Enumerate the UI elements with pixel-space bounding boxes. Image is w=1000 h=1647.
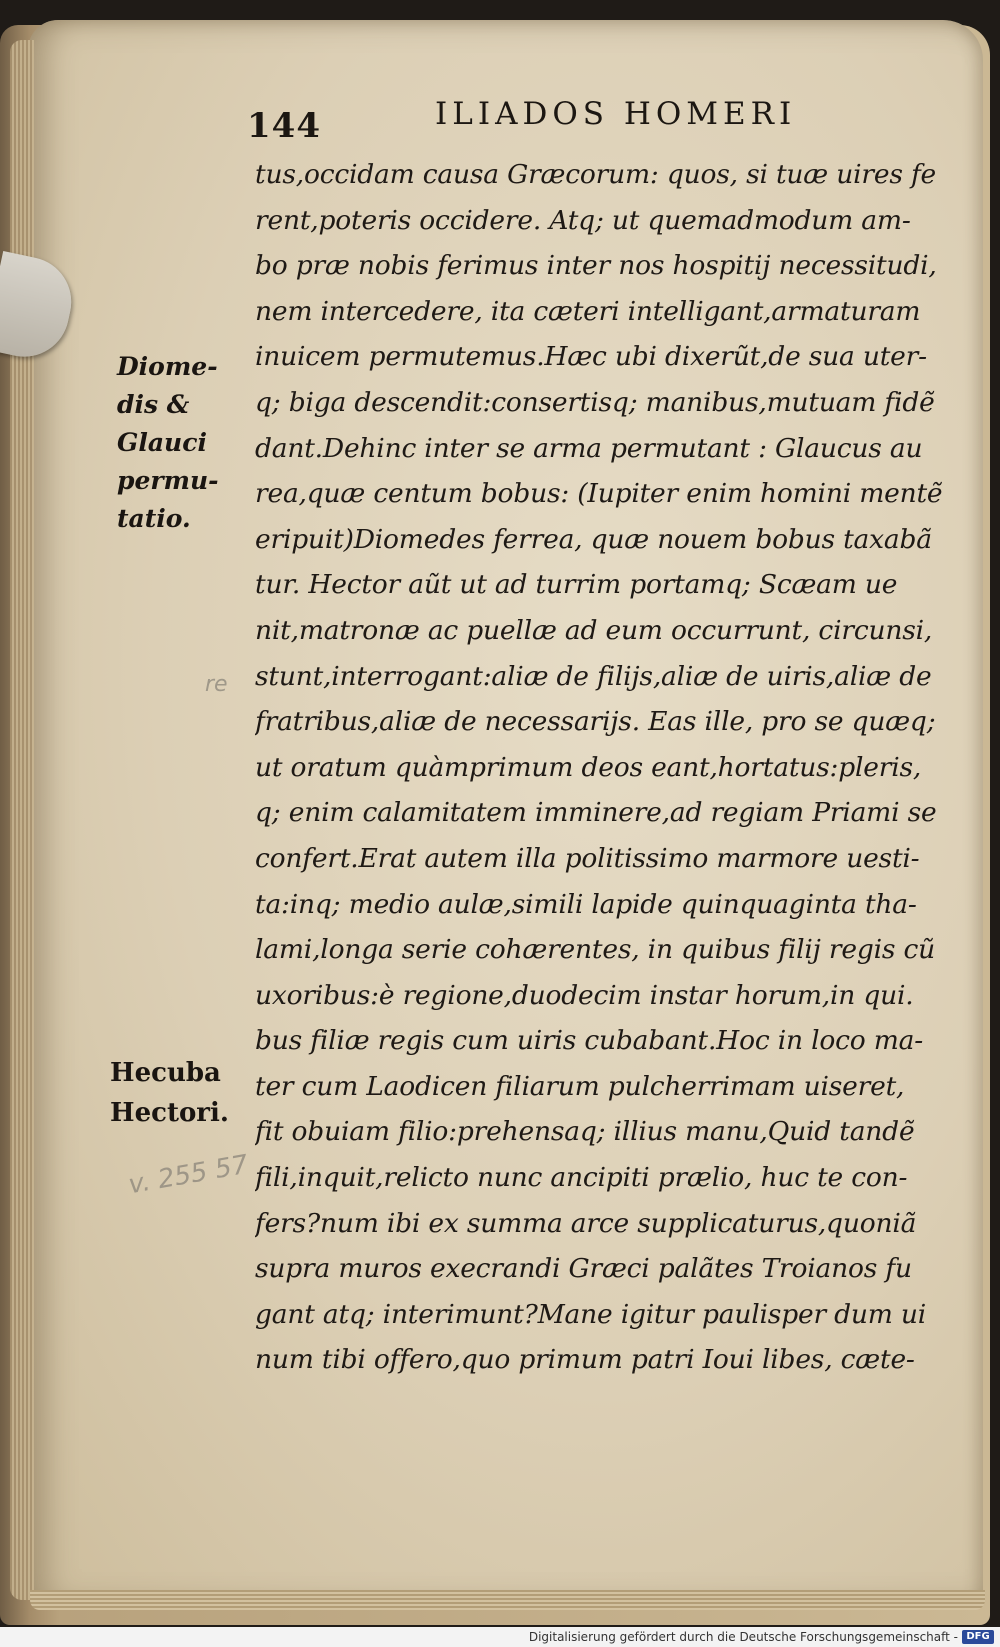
text-line: ta:inq; medio aulæ,simili lapide quinquaginta tha- xyxy=(255,888,917,920)
running-title: ILIADOS HOMERI xyxy=(435,96,797,132)
text-line: lami,longa serie cohærentes, in quibus filij regis cũ xyxy=(255,934,936,966)
page-number: 144 xyxy=(247,106,321,146)
text-line: num tibi offero,quo primum patri Ioui libes, cæte- xyxy=(255,1344,915,1376)
pencil-annotation: v. 255 57 xyxy=(126,1149,251,1201)
text-line: nem intercedere, ita cæteri intelligant,armaturam xyxy=(255,295,921,327)
text-line: fratribus,aliæ de necessarijs. Eas ille, pro se quæq; xyxy=(255,706,936,738)
margin-note-diomedes-glaucus xyxy=(117,348,219,538)
margin-note-line: Glauci xyxy=(117,428,207,457)
text-line: fers?num ibi ex summa arce supplicaturus,quoniã xyxy=(255,1207,917,1239)
text-line: uxoribus:è regione,duodecim instar horum,in qui. xyxy=(255,979,914,1011)
text-line: tus,occidam causa Græcorum: quos, si tuæ uires fe xyxy=(255,159,937,190)
margin-note-line: dis & xyxy=(117,390,190,419)
text-line: q; biga descendit:consertisq; manibus,mutuam fidẽ xyxy=(255,386,935,418)
margin-note-line: tatio. xyxy=(117,504,191,533)
text-line: ut oratum quàmprimum deos eant,hortatus:pleris, xyxy=(255,751,922,783)
page-header xyxy=(0,92,1000,146)
pencil-annotation-small: re xyxy=(205,672,228,697)
margin-note-line: Diome- xyxy=(117,352,218,381)
digitization-footer xyxy=(0,1627,1000,1647)
margin-note-line: Hectori. xyxy=(110,1098,229,1128)
text-line: dant.Dehinc inter se arma permutant : Glaucus au xyxy=(255,432,923,464)
text-line: rent,poteris occidere. Atq; ut quemadmodum am- xyxy=(255,204,911,236)
text-line: ter cum Laodicen filiarum pulcherrimam uiseret, xyxy=(255,1070,905,1102)
text-line: fili,inquit,relicto nunc ancipiti prælio, huc te con- xyxy=(255,1162,908,1194)
text-line: nit,matronæ ac puellæ ad eum occurrunt, circunsi, xyxy=(255,614,933,646)
text-line: inuicem permutemus.Hæc ubi dixerũt,de sua uter- xyxy=(255,341,927,373)
footer-credit: Digitalisierung gefördert durch die Deutsche Forschungsgemeinschaft - xyxy=(528,1630,958,1644)
text-line: gant atq; interimunt?Mane igitur paulisper dum ui xyxy=(255,1298,927,1330)
margin-note-line: permu- xyxy=(117,466,219,495)
page-bottom-edges xyxy=(30,1590,985,1610)
text-line: confert.Erat autem illa politissimo marmore uesti- xyxy=(255,842,920,874)
text-line: q; enim calamitatem imminere,ad regiam Priami se xyxy=(255,797,937,829)
text-line: eripuit)Diomedes ferrea, quæ nouem bobus taxabã xyxy=(255,523,932,555)
text-line: bus filiæ regis cum uiris cubabant.Hoc in loco ma- xyxy=(255,1025,924,1057)
margin-note-hecuba-hector xyxy=(110,1053,229,1133)
text-line: fit obuiam filio:prehensaq; illius manu,Quid tandẽ xyxy=(255,1116,915,1148)
text-line: tur. Hector aũt ut ad turrim portamq; Scæam ue xyxy=(255,569,898,601)
text-line: supra muros execrandi Græci palãtes Troianos fu xyxy=(255,1253,912,1285)
body-text xyxy=(255,152,945,1383)
text-line: bo præ nobis ferimus inter nos hospitij necessitudi, xyxy=(255,250,937,282)
margin-note-line: Hecuba xyxy=(110,1058,221,1088)
text-line: rea,quæ centum bobus: (Iupiter enim homini mentẽ xyxy=(255,478,943,510)
dfg-logo: DFG xyxy=(962,1630,994,1644)
text-line: stunt,interrogant:aliæ de filijs,aliæ de uiris,aliæ de xyxy=(255,660,932,692)
